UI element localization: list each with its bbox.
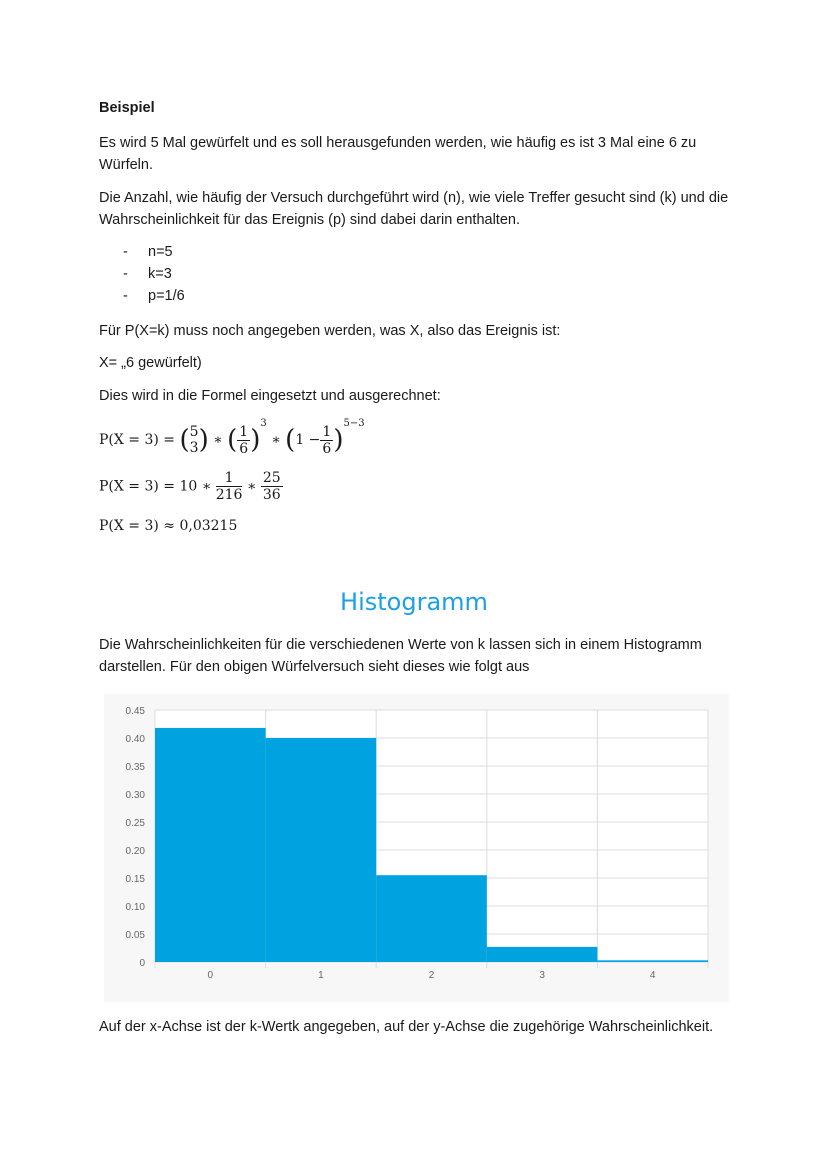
fraction-numerator: 1 bbox=[216, 470, 243, 487]
list-item bbox=[123, 288, 185, 304]
fraction-numerator: 25 bbox=[262, 470, 281, 486]
y-tick-label: 0.40 bbox=[125, 734, 145, 745]
y-tick-label: 0.25 bbox=[125, 818, 145, 829]
binom-top: 5 bbox=[189, 424, 199, 440]
formula-lhs: P(X = 3) = 10 ∗ bbox=[99, 478, 212, 495]
paragraph-task: Es wird 5 Mal gewürfelt und es soll herausgefunden werden, wie häufig es ist 3 Mal eine 6 zu Würfeln. bbox=[99, 135, 697, 173]
formula-binomial: P(X = 3) = ( 5 3 ) ∗ ( $\frac{1}{6}$ )$^3$ ∗ (1 − $\frac{1}{6}$ )$^{5-3}$ bbox=[99, 418, 365, 457]
y-tick-label: 0.20 bbox=[125, 846, 145, 857]
fraction-numerator: 1 bbox=[322, 423, 332, 440]
fraction bbox=[216, 470, 243, 503]
y-tick-label: 0.15 bbox=[125, 874, 145, 885]
list-item-text: k=3 bbox=[148, 266, 172, 282]
list-marker: - bbox=[123, 288, 128, 304]
binomial-coefficient bbox=[190, 424, 199, 456]
fraction-numerator: 1 bbox=[239, 423, 249, 440]
exponent: 5−3 bbox=[343, 418, 365, 429]
fraction-denominator: 216 bbox=[215, 487, 243, 503]
fraction bbox=[320, 424, 333, 457]
list-item-text: n=5 bbox=[148, 244, 173, 260]
fraction-denominator: 6 bbox=[322, 440, 332, 457]
section-heading: Histogramm bbox=[340, 588, 488, 616]
fraction bbox=[261, 470, 283, 503]
list-marker: - bbox=[123, 266, 128, 282]
y-tick-label: 0.30 bbox=[125, 790, 145, 801]
paragraph-axes-explanation: Auf der x-Achse ist der k-Wertk angegeben, auf der y-Achse die zugehörige Wahrscheinlichkeit. bbox=[99, 1019, 714, 1035]
list-item-text: p=1/6 bbox=[148, 288, 185, 304]
y-tick-label: 0.35 bbox=[125, 762, 145, 773]
times-sign: ∗ bbox=[271, 432, 281, 448]
exponent: 3 bbox=[260, 418, 267, 429]
list-marker: - bbox=[123, 244, 128, 260]
histogram-bar bbox=[376, 875, 487, 962]
histogram-bar bbox=[597, 960, 708, 962]
paragraph-histogram-intro: Die Wahrscheinlichkeiten für die verschiedenen Werte von k lassen sich in einem Histogramm darstellen. Für den obigen Würfelversuch sieht dieses wie folgt aus bbox=[99, 637, 702, 675]
histogram-svg bbox=[104, 694, 729, 1002]
one-minus: 1 − bbox=[295, 432, 321, 448]
paragraph-x-definition: X= „6 gewürfelt) bbox=[99, 355, 202, 371]
formula-numeric bbox=[99, 470, 283, 503]
paragraph-event: Für P(X=k) muss noch angegeben werden, was X, also das Ereignis ist: bbox=[99, 323, 561, 339]
example-heading: Beispiel bbox=[99, 100, 155, 116]
fraction bbox=[237, 424, 250, 457]
histogram-chart bbox=[104, 694, 729, 1002]
fraction-denominator: 6 bbox=[239, 440, 249, 457]
histogram-bar bbox=[487, 947, 598, 962]
binom-bottom: 3 bbox=[189, 440, 199, 456]
y-tick-label: 0.10 bbox=[125, 902, 145, 913]
paragraph-parameters: Die Anzahl, wie häufig der Versuch durchgeführt wird (n), wie viele Treffer gesucht sind (k) und die Wahrscheinlichkeit für das Ereignis (p) sind dabei darin enthalten. bbox=[99, 190, 729, 228]
paragraph-formula-intro: Dies wird in die Formel eingesetzt und ausgerechnet: bbox=[99, 388, 441, 404]
list-item bbox=[123, 266, 172, 282]
x-tick-label: 0 bbox=[207, 970, 214, 981]
formula-result: P(X = 3) ≈ 0,03215 bbox=[99, 518, 238, 534]
x-tick-label: 3 bbox=[539, 970, 545, 981]
fraction-denominator: 36 bbox=[262, 487, 281, 503]
x-tick-label: 4 bbox=[649, 970, 656, 981]
histogram-bar bbox=[266, 738, 377, 962]
list-item bbox=[123, 244, 173, 260]
histogram-bar bbox=[155, 728, 266, 962]
y-tick-label: 0 bbox=[139, 958, 145, 969]
y-tick-label: 0.45 bbox=[125, 706, 145, 717]
x-tick-label: 1 bbox=[318, 970, 324, 981]
x-tick-label: 2 bbox=[428, 970, 435, 981]
formula-lhs: P(X = 3) = bbox=[99, 432, 180, 448]
times-sign: ∗ bbox=[213, 432, 223, 448]
times-sign: ∗ bbox=[246, 478, 257, 495]
y-tick-label: 0.05 bbox=[125, 930, 145, 941]
